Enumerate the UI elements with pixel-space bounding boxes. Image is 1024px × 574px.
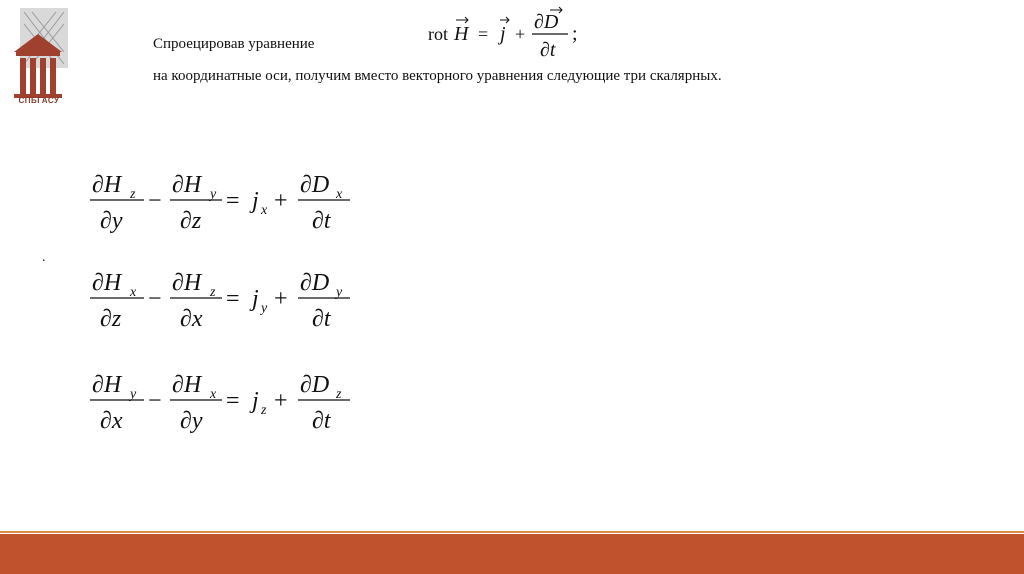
svg-text:∂x: ∂x: [100, 408, 123, 434]
svg-text:=: =: [226, 286, 240, 312]
fraction-numerator: ∂D: [534, 11, 559, 33]
scalar-equation-1: [88, 160, 368, 240]
svg-text:∂H: ∂H: [172, 270, 202, 296]
svg-text:∂D: ∂D: [300, 172, 330, 198]
footer-bar: [0, 534, 1024, 574]
svg-text:−: −: [148, 286, 162, 312]
semicolon: ;: [572, 23, 578, 45]
svg-text:∂H: ∂H: [92, 372, 122, 398]
svg-text:=: =: [226, 388, 240, 414]
scalar-equation-3: [88, 360, 368, 440]
vector-equation: [428, 6, 628, 62]
logo-caption: СПБГАСУ: [18, 96, 60, 105]
svg-text:+: +: [274, 188, 288, 214]
svg-text:−: −: [148, 188, 162, 214]
svg-text:∂D: ∂D: [300, 372, 330, 398]
svg-text:z: z: [210, 285, 216, 300]
vector-h: H: [454, 23, 469, 45]
svg-text:z: z: [261, 403, 267, 418]
svg-text:j: j: [252, 286, 259, 312]
svg-text:∂z: ∂z: [180, 208, 202, 234]
plus-sign: +: [515, 24, 526, 44]
svg-text:∂y: ∂y: [180, 408, 203, 434]
svg-text:∂H: ∂H: [92, 270, 122, 296]
svg-text:∂H: ∂H: [92, 172, 122, 198]
svg-text:+: +: [274, 388, 288, 414]
svg-text:x: x: [261, 203, 268, 218]
svg-text:y: y: [130, 387, 137, 402]
svg-text:∂D: ∂D: [300, 270, 330, 296]
intro-line-2: на координатные оси, получим вместо векторного уравнения следующие три скалярных.: [153, 68, 722, 84]
vector-j: j: [500, 23, 506, 45]
svg-text:x: x: [336, 187, 343, 202]
svg-text:y: y: [336, 285, 343, 300]
fraction-denominator: ∂t: [540, 39, 556, 61]
intro-line-1: Спроецировав уравнение: [153, 36, 315, 52]
equals-sign: =: [478, 24, 489, 44]
svg-text:∂t: ∂t: [312, 408, 331, 434]
svg-text:z: z: [130, 187, 136, 202]
svg-text:−: −: [148, 388, 162, 414]
dot-mark: .: [42, 250, 46, 265]
svg-text:y: y: [261, 301, 268, 316]
svg-text:j: j: [252, 388, 259, 414]
svg-text:x: x: [130, 285, 137, 300]
svg-text:∂z: ∂z: [100, 306, 122, 332]
svg-text:∂y: ∂y: [100, 208, 123, 234]
rot-label: rot: [428, 24, 448, 44]
svg-text:z: z: [336, 387, 342, 402]
svg-text:∂t: ∂t: [312, 208, 331, 234]
svg-text:j: j: [252, 188, 259, 214]
svg-text:∂t: ∂t: [312, 306, 331, 332]
svg-text:∂H: ∂H: [172, 372, 202, 398]
footer-accent-line: [0, 531, 1024, 533]
svg-text:∂H: ∂H: [172, 172, 202, 198]
svg-text:x: x: [210, 387, 217, 402]
svg-text:∂x: ∂x: [180, 306, 203, 332]
svg-text:+: +: [274, 286, 288, 312]
scalar-equation-2: [88, 258, 368, 338]
svg-text:y: y: [210, 187, 217, 202]
svg-text:=: =: [226, 188, 240, 214]
